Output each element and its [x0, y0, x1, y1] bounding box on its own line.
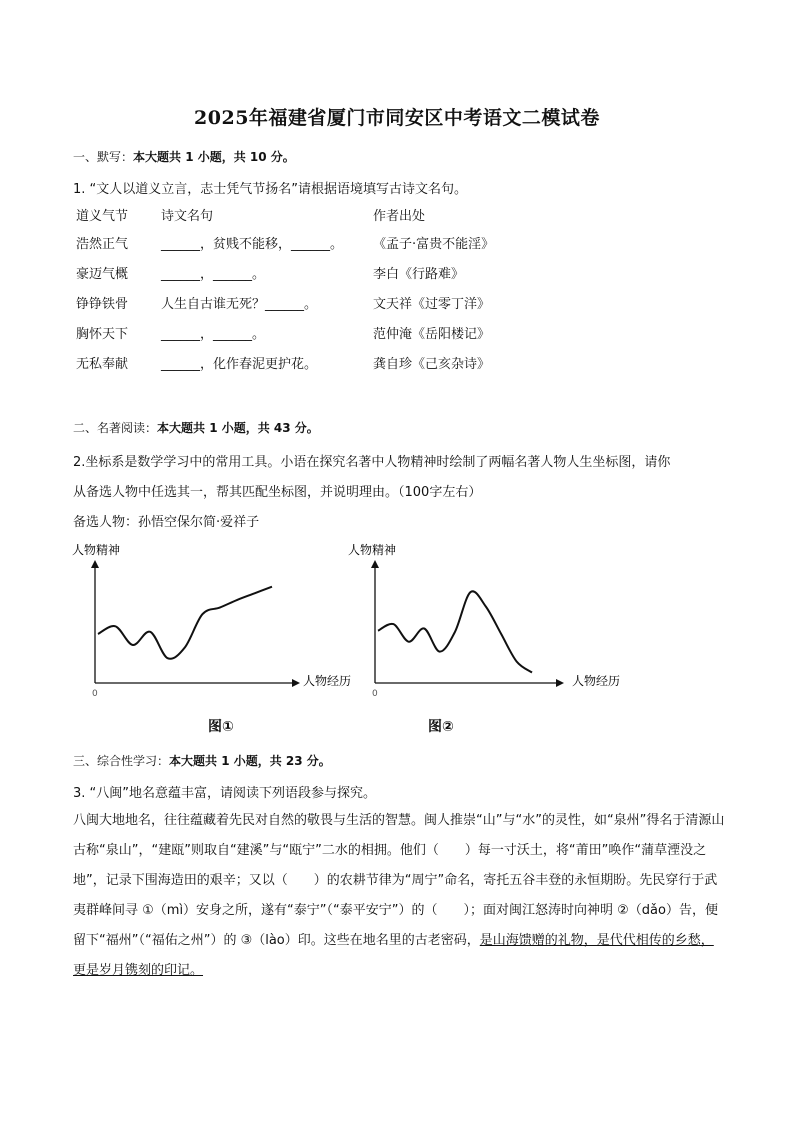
question-3-stem: 3. “八闽”地名意蕴丰富，请阅读下列语段参与探究。	[73, 786, 377, 801]
question-2-line-1: 2.坐标系是数学学习中的常用工具。小语在探究名著中人物精神时绘制了两幅名著人物人生坐标图，请你	[73, 455, 671, 470]
table-row-source: 李白《行路难》	[373, 267, 465, 282]
chart-figure-1	[60, 538, 360, 703]
section-heading-detail: 本大题共 1 小题，共 10 分。	[133, 150, 295, 164]
table-row-source: 《孟子·富贵不能淫》	[373, 237, 495, 252]
question-3-paragraph	[73, 806, 725, 986]
table-row-theme: 豪迈气概	[76, 267, 129, 282]
table-header-theme: 道义气节	[76, 209, 129, 224]
section-heading-label: 一、默写：	[73, 150, 134, 164]
section-heading-label: 三、综合性学习：	[73, 754, 170, 768]
table-row-theme: 胸怀天下	[76, 327, 129, 342]
table-row-verse: ______，化作春泥更护花。	[161, 357, 318, 372]
table-row-theme: 无私奉献	[76, 357, 129, 372]
question-1-stem: 1. “文人以道义立言，志士凭气节扬名”请根据语境填写古诗文名句。	[73, 182, 468, 197]
origin-label: 0	[372, 689, 378, 699]
table-row-verse: ______，______。	[161, 327, 266, 342]
section-3-heading	[73, 752, 331, 769]
page-title: 2025年福建省厦门市同安区中考语文二模试卷	[194, 107, 600, 129]
question-2-line-2: 从备选人物中任选其一，帮其匹配坐标图，并说明理由。（100字左右）	[73, 485, 482, 500]
section-1-heading	[73, 148, 295, 165]
data-series-line	[378, 591, 532, 672]
table-row-verse: 人生自古谁无死？______。	[161, 297, 318, 312]
table-row-source: 龚自珍《己亥杂诗》	[373, 357, 491, 372]
paragraph-text: 八闽大地地名，往往蕴藏着先民对自然的敬畏与生活的智慧。闽人推崇“山”与“水”的灵性，如“泉州”得名于清源山古称“泉山”，“建瓯”则取自“建溪”与“瓯宁”二水的相拥。他们（ ）每一寸沃土，将“莆田”唤作“蒲草湮没之地”，记录下围海造田的艰辛；又以（ ）的农耕节律为“周宁”命名，寄托五谷丰登的永恒期盼。先民穿行于武夷群峰间寻 ①（mì）安身之所，遂有“泰宁”（“泰平安宁”）的（ ）；面对闽江怒涛时向神明 ②（dǎo）告，便留下“福州”（“福佑之州”）的 ③（lào）印。这些在地名里的古老密码，	[73, 813, 725, 948]
paragraph-underlined-text: 是山海馈赠的礼物，是代代相传的乡愁，更是岁月镌刻的印记。	[73, 933, 714, 978]
table-row-theme: 浩然正气	[76, 237, 129, 252]
y-axis-label: 人物精神	[348, 543, 397, 557]
table-row-source: 文天祥《过零丁洋》	[373, 297, 491, 312]
x-axis-label: 人物经历	[303, 674, 352, 688]
table-header-verse: 诗文名句	[161, 209, 214, 224]
figure-1-caption: 图①	[208, 719, 234, 735]
table-row-theme: 铮铮铁骨	[76, 297, 129, 312]
question-2-candidates: 备选人物：孙悟空保尔简·爱祥子	[73, 515, 260, 530]
table-row-source: 范仲淹《岳阳楼记》	[373, 327, 491, 342]
data-series-line	[98, 587, 272, 659]
x-axis-label: 人物经历	[572, 674, 621, 688]
origin-label: 0	[92, 689, 98, 699]
chart-figure-2	[340, 538, 640, 703]
section-heading-detail: 本大题共 1 小题，共 43 分。	[157, 421, 319, 435]
table-header-source: 作者出处	[373, 209, 426, 224]
figure-2-caption: 图②	[428, 719, 454, 735]
section-2-heading	[73, 419, 319, 436]
table-row-verse: ______，______。	[161, 267, 266, 282]
section-heading-detail: 本大题共 1 小题，共 23 分。	[169, 754, 331, 768]
y-axis-label: 人物精神	[72, 543, 121, 557]
section-heading-label: 二、名著阅读：	[73, 421, 158, 435]
table-row-verse: ______，贫贱不能移，______。	[161, 237, 344, 252]
